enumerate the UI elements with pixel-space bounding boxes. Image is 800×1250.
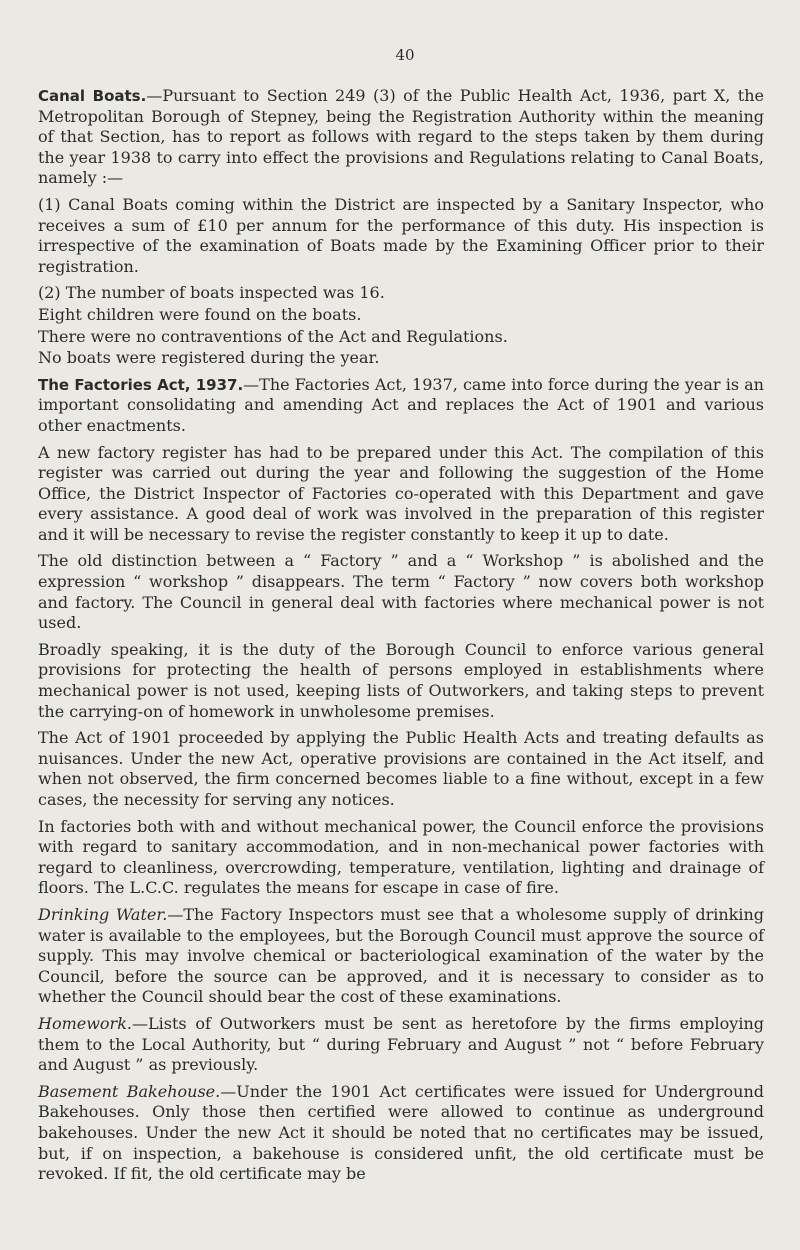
paragraph-canal-boats: [38, 86, 764, 189]
paragraph-workshop-distinction: [38, 551, 764, 633]
paragraph-text: The Act of 1901 proceeded by applying the Public Health Acts and treating defaults as nuisances. Under the new Act, operative provisions are contained in the Act itself, and when not observed, the firm concerned becomes liable to a fine without, except in a few cases, the necessity for serving any notices.: [38, 728, 764, 809]
paragraph-contraventions: [38, 327, 764, 348]
paragraph-boats-inspected: [38, 283, 764, 304]
paragraph-borough-duty: [38, 640, 764, 722]
paragraph-text: No boats were registered during the year.: [38, 348, 380, 368]
heading-homework: Homework.: [38, 1013, 132, 1033]
paragraph-text: —Under the 1901 Act certificates were issued for Underground Bakehouses. Only those then certified were allowed to continue as underground bakehouses. Under the new Act it should be noted that no certificates may be issued, but, if on inspection, a bakehouse is considered unfit, the old certificate must be revoked. If fit, the old certificate may be: [38, 1081, 765, 1184]
paragraph-children: [38, 305, 764, 326]
paragraph-factories-act: [38, 375, 764, 437]
paragraph-text: The old distinction between a “ Factory ” and a “ Workshop ” is abolished and the expression “ workshop ” disappears. The term “ Factory ” now covers both workshop and factory. The Council in general deal with factories where mechanical power is not used.: [38, 551, 764, 633]
paragraph-text: —Lists of Outworkers must be sent as heretofore by the firms employing them to the Local Authority, but “ during February and August ” not “ before February and August ” as previously.: [38, 1013, 764, 1075]
paragraph-text: Eight children were found on the boats.: [38, 304, 362, 324]
paragraph-text: There were no contraventions of the Act and Regulations.: [38, 326, 508, 346]
paragraph-text: (1) Canal Boats coming within the District are inspected by a Sanitary Inspector, who receives a sum of £10 per annum for the performance of this duty. His inspection is irrespective of the examination of Boats made by the Examining Officer prior to their registration.: [38, 194, 764, 276]
paragraph-text: —Pursuant to Section 249 (3) of the Public Health Act, 1936, part X, the Metropolitan Borough of Stepney, being the Registration Authority within the meaning of that Section, has to report as follows with regard to the steps taken by them during the year 1938 to carry into effect the provisions and Regulations relating to Canal Boats, namely :—: [38, 86, 765, 188]
paragraph-act-1901: [38, 728, 764, 810]
page-number: 40: [395, 46, 415, 64]
paragraph-mechanical-power: [38, 817, 764, 899]
heading-factories-act: The Factories Act, 1937.: [38, 375, 244, 394]
paragraph-homework: [38, 1014, 764, 1076]
paragraph-factory-register: [38, 443, 764, 546]
heading-drinking-water: Drinking Water.: [38, 904, 168, 924]
heading-basement-bakehouse: Basement Bakehouse.: [38, 1081, 221, 1101]
body-text: [38, 86, 764, 1185]
paragraph-text: (2) The number of boats inspected was 16.: [38, 283, 385, 303]
paragraph-text: Broadly speaking, it is the duty of the Borough Council to enforce various general provisions for protecting the health of persons employed in establishments where mechanical power is not used, keeping lists of Outworkers, and taking steps to prevent the carrying-on of homework in unwholesome premises.: [38, 639, 764, 721]
paragraph-text: —The Factories Act, 1937, came into force during the year is an important consolidating and amending Act and replaces the Act of 1901 and various other enactments.: [38, 374, 764, 435]
heading-canal-boats: Canal Boats.: [38, 87, 147, 105]
paragraph-text: —The Factory Inspectors must see that a wholesome supply of drinking water is available to the employees, but the Borough Council must approve the source of supply. This may involve chemical or bacteriological examination of the water by the Council, before the source can be approved, and it is necessary to consider as to whether the Council should bear the cost of these examinations.: [38, 904, 765, 1007]
paragraph-basement-bakehouse: [38, 1082, 764, 1185]
paragraph-text: A new factory register has had to be prepared under this Act. The compilation of this register was carried out during the year and following the suggestion of the Home Office, the District Inspector of Factories co-operated with this Department and gave every assistance. A good deal of work was involved in the preparation of this register and it will be necessary to revise the register constantly to keep it up to date.: [38, 442, 764, 544]
paragraph-inspection: [38, 195, 764, 277]
paragraph-text: In factories both with and without mechanical power, the Council enforce the provisions with regard to sanitary accommodation, and in non-mechanical power factories with regard to cleanliness, overcrowding, temperature, ventilation, lighting and drainage of floors. The L.C.C. regulates the means for escape in case of fire.: [38, 816, 764, 898]
paragraph-drinking-water: [38, 905, 764, 1008]
paragraph-registered: [38, 348, 764, 369]
